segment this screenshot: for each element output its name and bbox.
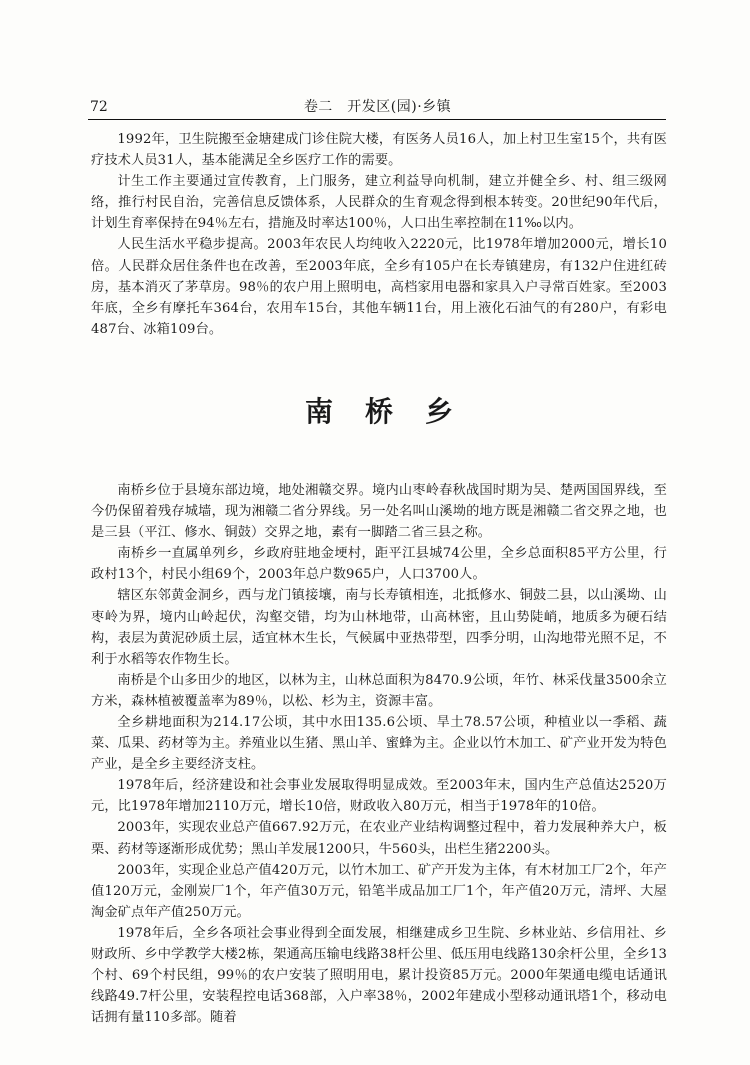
- body-paragraph: 1978年后，经济建设和社会事业发展取得明显成效。至2003年末，国内生产总值达2520万元，比1978年增加2110万元，增长10倍，财政收入80万元，相当于1978年的10倍。: [91, 778, 667, 815]
- body-paragraph: 人民生活水平稳步提高。2003年农民人均纯收入2220元，比1978年增加2000元，增长10倍。人民群众居住条件也在改善，至2003年底，全乡有105户在长寿镇建房，有132户住进红砖房，基本消灭了茅草房。98％的农户用上照明电，高档家用电器和家具入户寻常百姓家。至2003年底，全乡有摩托车364台，农用车15台，其他车辆11台，用上液化石油气的有280户，有彩电487台、冰箱109台。: [91, 237, 667, 337]
- section-title: 南桥乡: [304, 394, 485, 428]
- body-paragraph: 辖区东邻黄金洞乡，西与龙门镇接壤，南与长寿镇相连，北抵修水、铜鼓二县，以山溪坳、山枣岭为界，境内山岭起伏，沟壑交错，均为山林地带，山高林密，且山势陡峭，地质多为硬石结构，表层为黄泥砂质土层，适宜林木生长，气候属中亚热带型，四季分明，山沟地带光照不足，不利于水稻等农作物生长。: [91, 588, 667, 667]
- body-paragraph: 2003年，实现企业总产值420万元，以竹木加工、矿产开发为主体，有木材加工厂2个，年产值120万元，金刚炭厂1个，年产值30万元，铅笔半成品加工厂1个，年产值20万元，清坪、大屋淘金矿点年产值250万元。: [91, 862, 667, 920]
- body-paragraph: 南桥乡位于县境东部边境，地处湘赣交界。境内山枣岭春秋战国时期为吴、楚两国国界线，至今仍保留着残存城墙，现为湘赣二省分界线。另一处名叫山溪坳的地方既是湘赣二省交界之地，也是三县（平江、修水、铜鼓）交界之地，素有一脚踏二省三县之称。: [91, 482, 667, 541]
- body-paragraph: 1992年，卫生院搬至金塘建成门诊住院大楼，有医务人员16人，加上村卫生室15个，共有医疗技术人员31人，基本能满足全乡医疗工作的需要。: [91, 132, 667, 169]
- body-paragraph: 全乡耕地面积为214.17公顷，其中水田135.6公顷、旱土78.57公顷，种植业以一季稻、蔬菜、瓜果、药材等为主。养殖业以生猪、黑山羊、蜜蜂为主。企业以竹木加工、矿产业开发为特色产业，是全乡主要经济支柱。: [91, 714, 667, 773]
- header-rule: [88, 119, 666, 120]
- body-paragraph: 计生工作主要通过宣传教育，上门服务，建立利益导向机制，建立并健全乡、村、组三级网络，推行村民自治，完善信息反馈体系，人民群众的生育观念得到根本转变。20世纪90年代后，计划生育率保持在94％左右，措施及时率达100％，人口出生率控制在11‰以内。: [91, 174, 667, 232]
- page-body: [91, 129, 667, 1028]
- body-paragraph: 南桥乡一直属单列乡，乡政府驻地金埂村，距平江县城74公里，全乡总面积85平方公里，行政村13个，村民小组69个，2003年总户数965户，人口3700人。: [91, 546, 667, 583]
- page-number: 72: [90, 99, 108, 115]
- running-title: 卷二 开发区(园)·乡镇: [303, 99, 452, 115]
- body-paragraph: 1978年后，全乡各项社会事业得到全面发展，相继建成乡卫生院、乡林业站、乡信用社、乡财政所、乡中学教学大楼2栋，架通高压输电线路38杆公里、低压用电线路130余杆公里，全乡13个村、69个村民组，99％的农户安装了照明用电，累计投资85万元。2000年架通电缆电话通讯线路49.7杆公里，安装程控电话368部，入户率38％，2002年建成小型移动通讯塔1个，移动电话拥有量110多部。随着: [91, 925, 667, 1026]
- page-header: [90, 98, 665, 120]
- body-paragraph: 南桥是个山多田少的地区，以林为主，山林总面积为8470.9公顷，年竹、林采伐量3500余立方米，森林植被覆盖率为89％，以松、杉为主，资源丰富。: [91, 672, 667, 709]
- body-paragraph: 2003年，实现农业总产值667.92万元，在农业产业结构调整过程中，着力发展种养大户，板栗、药材等逐渐形成优势；黑山羊发展1200只，牛560头，出栏生猪2200头。: [91, 820, 667, 857]
